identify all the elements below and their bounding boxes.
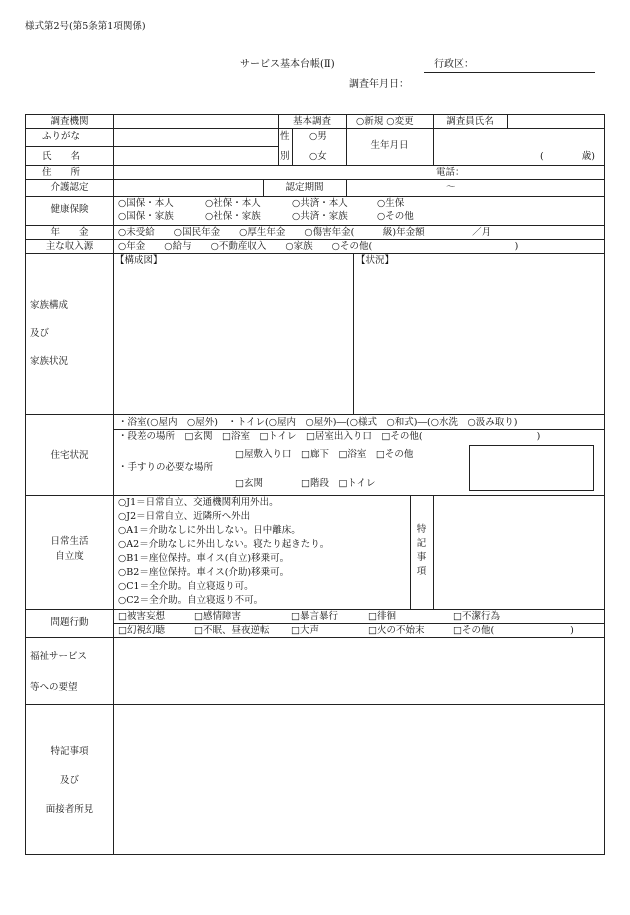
income-options[interactable]: ○年金 ○給与 ○不動産収入 ○家族 ○その他( ) [118,241,519,252]
health-option[interactable]: ○共済・本人 [292,198,348,209]
family-label-2: 及び [30,328,50,339]
col-line [346,115,347,165]
daily-level-item[interactable]: ○C2＝全介助。自立寝返り不可。 [118,595,264,606]
behavior-option[interactable]: □火の不始末 [368,625,425,636]
daily-level-item[interactable]: ○C1＝全介助。自立寝返り可。 [118,581,254,592]
female-option[interactable]: ○女 [309,151,327,162]
surveyor-name-label: 調査員氏名 [446,116,494,127]
survey-date-label: 調査年月日： [349,79,409,90]
health-option[interactable]: ○社保・家族 [205,211,261,222]
phone-label: 電話： [436,167,465,178]
male-option[interactable]: ○男 [309,131,327,142]
period-tilde: ～ [446,182,456,193]
pension-options[interactable]: ○未受給 ○国民年金 ○厚生年金 ○傷害年金( 級)年金額 ／月 [118,227,492,238]
health-option[interactable]: ○生保 [377,198,405,209]
family-status-area[interactable] [354,269,603,413]
col-line [433,495,434,609]
housing-line-3[interactable]: □屋敷入り口 □廊下 □浴室 □その他 [235,449,414,460]
family-label-3: 家族状況 [30,356,69,367]
composition-diagram-label: 【構成図】 [115,255,163,266]
interviewer-notes-area[interactable] [114,705,603,853]
health-option[interactable]: ○共済・家族 [292,211,348,222]
behavior-option[interactable]: □暴言暴行 [291,611,338,622]
special-notes-vertical-label: 事 [416,552,427,563]
daily-life-label-2: 自立度 [55,551,84,562]
housing-label: 住宅状況 [50,450,89,461]
notes-label-3: 面接者所見 [45,804,94,815]
behavior-option[interactable]: □大声 [291,625,319,636]
form-number: 様式第2号(第5条第1項関係) [25,21,146,32]
health-option[interactable]: ○国保・本人 [118,198,174,209]
health-option[interactable]: ○国保・家族 [118,211,174,222]
name-label: 氏 名 [42,151,81,162]
sex-label-bottom: 別 [280,151,290,162]
special-notes-vertical-label: 項 [416,566,427,577]
daily-level-item[interactable]: ○A2＝介助なしに外出しない。寝たり起きたり。 [118,539,330,550]
housing-line-4: ・手すりの必要な場所 [118,462,214,473]
sex-label-top: 性 [280,131,290,142]
survey-org-label: 調査機関 [50,116,89,127]
behavior-option[interactable]: □その他( ) [453,625,574,636]
certification-period-label: 認定期間 [285,182,324,193]
notes-label-1: 特記事項 [50,746,89,757]
furigana-label: ふりがな [42,131,81,142]
row-line [113,623,604,624]
row-line [113,429,604,430]
birth-date-label: 生年月日 [370,140,409,151]
behavior-option[interactable]: □不眠、昼夜逆転 [194,625,270,636]
housing-notes-box[interactable] [469,445,594,491]
daily-level-item[interactable]: ○J2＝日常自立、近隣所へ外出 [118,511,251,522]
address-label: 住 所 [42,167,81,178]
age-field[interactable]: ( 歳) [540,151,595,162]
district-label: 行政区： [434,59,474,70]
special-notes-vertical-label: 記 [416,538,427,549]
welfare-label-1: 福祉サービス [30,651,88,662]
health-option[interactable]: ○その他 [377,211,414,222]
daily-level-item[interactable]: ○B1＝座位保持。車イス(自立)移乗可。 [118,553,290,564]
problem-behavior-label: 問題行動 [50,617,89,628]
family-status-label: 【状況】 [356,255,395,266]
daily-level-item[interactable]: ○J1＝日常自立、交通機関利用外出。 [118,497,279,508]
pension-label: 年 金 [50,227,89,238]
care-certification-label: 介護認定 [50,182,89,193]
welfare-label-2: 等への要望 [30,682,78,693]
service-ledger-form [25,114,605,855]
col-line [346,179,347,196]
daily-level-item[interactable]: ○B2＝座位保持。車イス(介助)移乗可。 [118,567,290,578]
notes-label-2: 及び [59,775,79,786]
form-title: サービス基本台帳(Ⅱ) [240,59,335,70]
housing-line-5[interactable]: □玄関 □階段 □トイレ [235,478,376,489]
family-label-1: 家族構成 [30,300,69,311]
welfare-request-area[interactable] [114,638,603,703]
behavior-option[interactable]: □被害妄想 [118,611,165,622]
survey-type-options[interactable]: ○新規 ○変更 [356,116,414,127]
behavior-option[interactable]: □幻視幻聴 [118,625,165,636]
health-insurance-label: 健康保険 [50,204,89,215]
col-line [507,115,508,128]
behavior-option[interactable]: □徘徊 [368,611,396,622]
special-notes-vertical-label: 特 [416,524,427,535]
col-line [410,495,411,609]
housing-line-2[interactable]: ・段差の場所 □玄関 □浴室 □トイレ □居室出入り口 □その他( ) [118,431,541,442]
behavior-option[interactable]: □感情障害 [194,611,241,622]
behavior-option[interactable]: □不潔行為 [453,611,500,622]
col-line [292,128,293,165]
district-field[interactable] [424,60,595,73]
row-line [26,146,278,147]
housing-line-1[interactable]: ・浴室(○屋内 ○屋外) ・トイレ(○屋内 ○屋外)―(○様式 ○和式)―(○水洗 ○汲み取り) [118,417,518,428]
daily-level-item[interactable]: ○A1＝介助なしに外出しない。日中離床。 [118,525,301,536]
health-option[interactable]: ○社保・本人 [205,198,261,209]
composition-diagram-area[interactable] [114,269,352,413]
income-source-label: 主な収入源 [45,241,94,252]
basic-survey-label: 基本調査 [292,116,331,127]
daily-life-label-1: 日常生活 [50,536,89,547]
